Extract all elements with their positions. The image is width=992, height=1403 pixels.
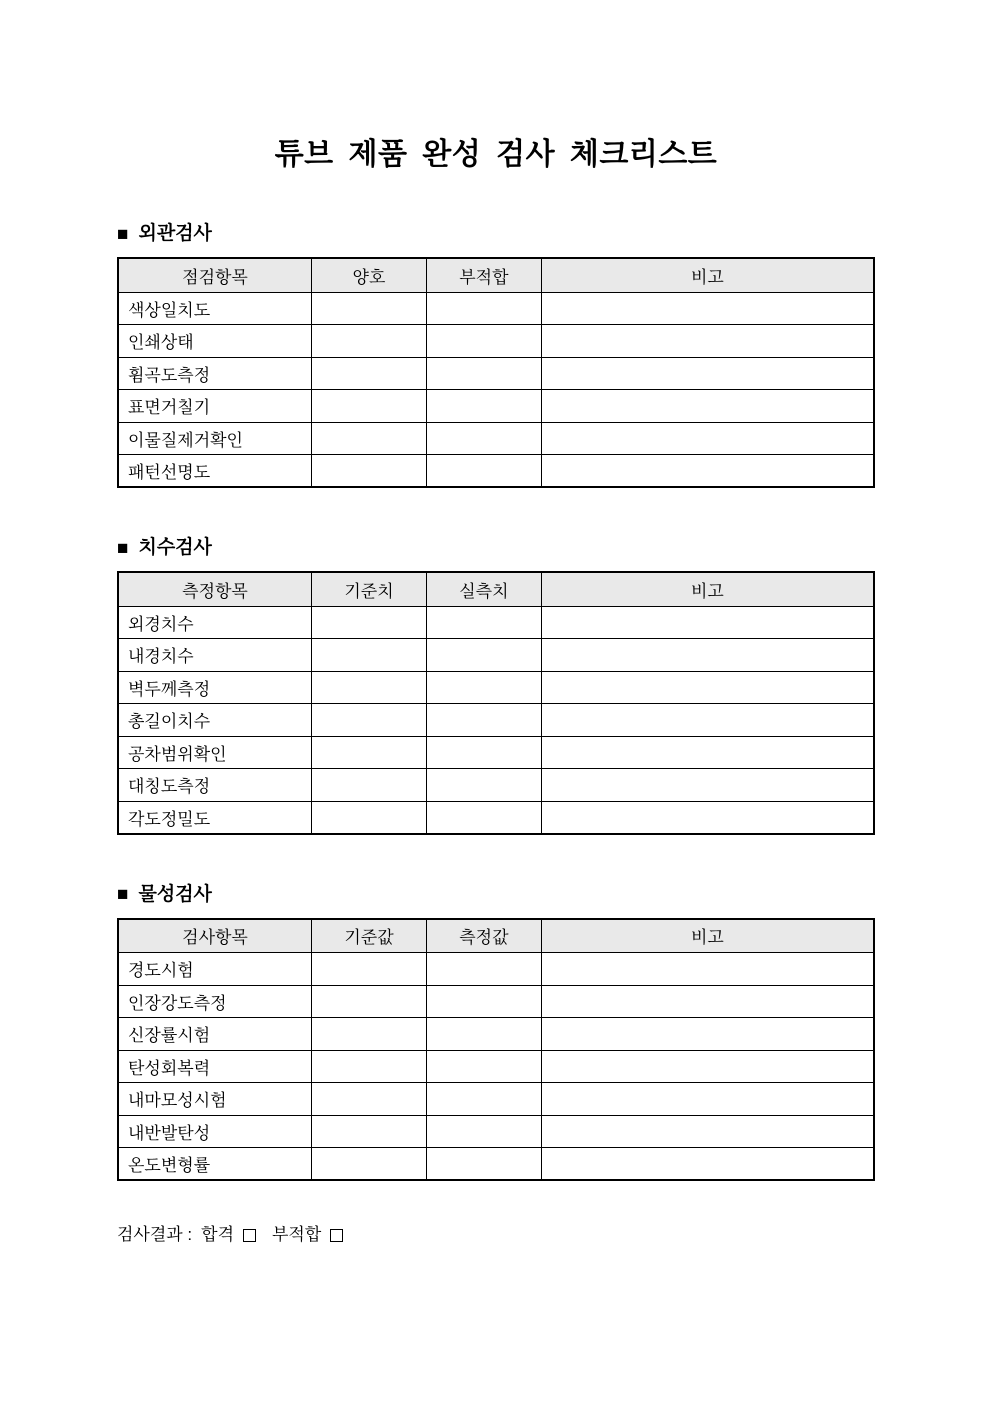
table-row bbox=[118, 357, 874, 390]
blank-input-cell bbox=[426, 704, 541, 737]
column-header: 측정항목 bbox=[118, 572, 312, 606]
table-row bbox=[118, 325, 874, 358]
blank-input-cell bbox=[541, 422, 874, 455]
blank-input-cell bbox=[312, 639, 427, 672]
section-appearance-inspection bbox=[117, 222, 875, 488]
column-header: 기준치 bbox=[312, 572, 427, 606]
blank-input-cell bbox=[541, 953, 874, 986]
blank-input-cell bbox=[312, 736, 427, 769]
item-label-cell: 이물질제거확인 bbox=[118, 422, 312, 455]
blank-input-cell bbox=[312, 769, 427, 802]
table-row bbox=[118, 671, 874, 704]
item-label-cell: 패턴선명도 bbox=[118, 455, 312, 488]
fail-label: 부적합 bbox=[272, 1225, 322, 1244]
fail-checkbox bbox=[330, 1229, 343, 1242]
column-header: 기준값 bbox=[312, 919, 427, 953]
blank-input-cell bbox=[541, 1083, 874, 1116]
item-label-cell: 신장률시험 bbox=[118, 1018, 312, 1051]
table-row bbox=[118, 801, 874, 834]
column-header: 양호 bbox=[312, 258, 427, 292]
table-row bbox=[118, 422, 874, 455]
checklist-table bbox=[117, 257, 875, 488]
item-label-cell: 대칭도측정 bbox=[118, 769, 312, 802]
blank-input-cell bbox=[541, 671, 874, 704]
blank-input-cell bbox=[541, 606, 874, 639]
blank-input-cell bbox=[426, 736, 541, 769]
item-label-cell: 표면거칠기 bbox=[118, 390, 312, 423]
header-row bbox=[118, 919, 874, 953]
result-label: 검사결과 : bbox=[117, 1225, 193, 1244]
table-row bbox=[118, 1083, 874, 1116]
column-header: 점검항목 bbox=[118, 258, 312, 292]
section-heading bbox=[117, 222, 875, 246]
blank-input-cell bbox=[541, 325, 874, 358]
blank-input-cell bbox=[541, 455, 874, 488]
header-row bbox=[118, 572, 874, 606]
blank-input-cell bbox=[541, 736, 874, 769]
blank-input-cell bbox=[426, 769, 541, 802]
table-row bbox=[118, 736, 874, 769]
section-label: 외관검사 bbox=[138, 223, 212, 244]
blank-input-cell bbox=[426, 325, 541, 358]
document-title: 튜브 제품 완성 검사 체크리스트 bbox=[274, 138, 718, 171]
blank-input-cell bbox=[541, 704, 874, 737]
table-row bbox=[118, 704, 874, 737]
blank-input-cell bbox=[541, 390, 874, 423]
blank-input-cell bbox=[312, 455, 427, 488]
column-header: 검사항목 bbox=[118, 919, 312, 953]
blank-input-cell bbox=[426, 606, 541, 639]
blank-input-cell bbox=[426, 985, 541, 1018]
square-bullet-icon: ■ bbox=[117, 884, 129, 905]
table-row bbox=[118, 1018, 874, 1051]
table-row bbox=[118, 953, 874, 986]
pass-checkbox bbox=[243, 1229, 256, 1242]
blank-input-cell bbox=[312, 292, 427, 325]
section-label: 물성검사 bbox=[138, 883, 212, 905]
table-row bbox=[118, 985, 874, 1018]
column-header: 비고 bbox=[541, 258, 874, 292]
blank-input-cell bbox=[312, 606, 427, 639]
blank-input-cell bbox=[312, 704, 427, 737]
table-row bbox=[118, 455, 874, 488]
column-header: 비고 bbox=[541, 572, 874, 606]
blank-input-cell bbox=[426, 671, 541, 704]
item-label-cell: 경도시험 bbox=[118, 953, 312, 986]
item-label-cell: 인장강도측정 bbox=[118, 985, 312, 1018]
checklist-table bbox=[117, 571, 875, 835]
blank-input-cell bbox=[541, 639, 874, 672]
blank-input-cell bbox=[312, 390, 427, 423]
blank-input-cell bbox=[541, 985, 874, 1018]
blank-input-cell bbox=[312, 1115, 427, 1148]
item-label-cell: 온도변형률 bbox=[118, 1148, 312, 1181]
blank-input-cell bbox=[312, 1018, 427, 1051]
blank-input-cell bbox=[426, 639, 541, 672]
column-header: 비고 bbox=[541, 919, 874, 953]
section-heading bbox=[117, 883, 875, 907]
item-label-cell: 벽두께측정 bbox=[118, 671, 312, 704]
column-header: 측정값 bbox=[426, 919, 541, 953]
sections-container bbox=[117, 222, 875, 1181]
item-label-cell: 인쇄상태 bbox=[118, 325, 312, 358]
blank-input-cell bbox=[541, 1115, 874, 1148]
blank-input-cell bbox=[426, 1018, 541, 1051]
table-row bbox=[118, 606, 874, 639]
table-row bbox=[118, 1050, 874, 1083]
blank-input-cell bbox=[426, 292, 541, 325]
item-label-cell: 휨곡도측정 bbox=[118, 357, 312, 390]
blank-input-cell bbox=[312, 325, 427, 358]
pass-label: 합격 bbox=[201, 1225, 234, 1244]
blank-input-cell bbox=[426, 422, 541, 455]
table-row bbox=[118, 292, 874, 325]
header-row bbox=[118, 258, 874, 292]
table-row bbox=[118, 390, 874, 423]
section-heading bbox=[117, 536, 875, 560]
section-property-inspection bbox=[117, 883, 875, 1182]
blank-input-cell bbox=[426, 1083, 541, 1116]
inspection-result-line bbox=[117, 1225, 875, 1245]
blank-input-cell bbox=[312, 671, 427, 704]
blank-input-cell bbox=[541, 1148, 874, 1181]
item-label-cell: 내경치수 bbox=[118, 639, 312, 672]
table-row bbox=[118, 1115, 874, 1148]
table-row bbox=[118, 639, 874, 672]
blank-input-cell bbox=[426, 357, 541, 390]
section-label: 치수검사 bbox=[138, 537, 212, 558]
blank-input-cell bbox=[541, 1018, 874, 1051]
section-dimension-inspection bbox=[117, 536, 875, 835]
item-label-cell: 내반발탄성 bbox=[118, 1115, 312, 1148]
column-header: 부적합 bbox=[426, 258, 541, 292]
blank-input-cell bbox=[312, 357, 427, 390]
table-row bbox=[118, 1148, 874, 1181]
blank-input-cell bbox=[312, 985, 427, 1018]
table-row bbox=[118, 769, 874, 802]
blank-input-cell bbox=[312, 1083, 427, 1116]
blank-input-cell bbox=[541, 292, 874, 325]
blank-input-cell bbox=[426, 953, 541, 986]
column-header: 실측치 bbox=[426, 572, 541, 606]
blank-input-cell bbox=[312, 801, 427, 834]
blank-input-cell bbox=[541, 357, 874, 390]
item-label-cell: 외경치수 bbox=[118, 606, 312, 639]
checklist-table bbox=[117, 918, 875, 1182]
blank-input-cell bbox=[312, 1050, 427, 1083]
blank-input-cell bbox=[426, 390, 541, 423]
blank-input-cell bbox=[541, 769, 874, 802]
blank-input-cell bbox=[426, 1148, 541, 1181]
item-label-cell: 총길이치수 bbox=[118, 704, 312, 737]
square-bullet-icon: ■ bbox=[117, 223, 129, 245]
item-label-cell: 색상일치도 bbox=[118, 292, 312, 325]
item-label-cell: 공차범위확인 bbox=[118, 736, 312, 769]
blank-input-cell bbox=[312, 1148, 427, 1181]
item-label-cell: 탄성회복력 bbox=[118, 1050, 312, 1083]
square-bullet-icon: ■ bbox=[117, 537, 129, 559]
blank-input-cell bbox=[541, 1050, 874, 1083]
item-label-cell: 내마모성시험 bbox=[118, 1083, 312, 1116]
blank-input-cell bbox=[312, 953, 427, 986]
blank-input-cell bbox=[426, 455, 541, 488]
item-label-cell: 각도정밀도 bbox=[118, 801, 312, 834]
blank-input-cell bbox=[312, 422, 427, 455]
blank-input-cell bbox=[426, 1050, 541, 1083]
blank-input-cell bbox=[541, 801, 874, 834]
blank-input-cell bbox=[426, 801, 541, 834]
blank-input-cell bbox=[426, 1115, 541, 1148]
